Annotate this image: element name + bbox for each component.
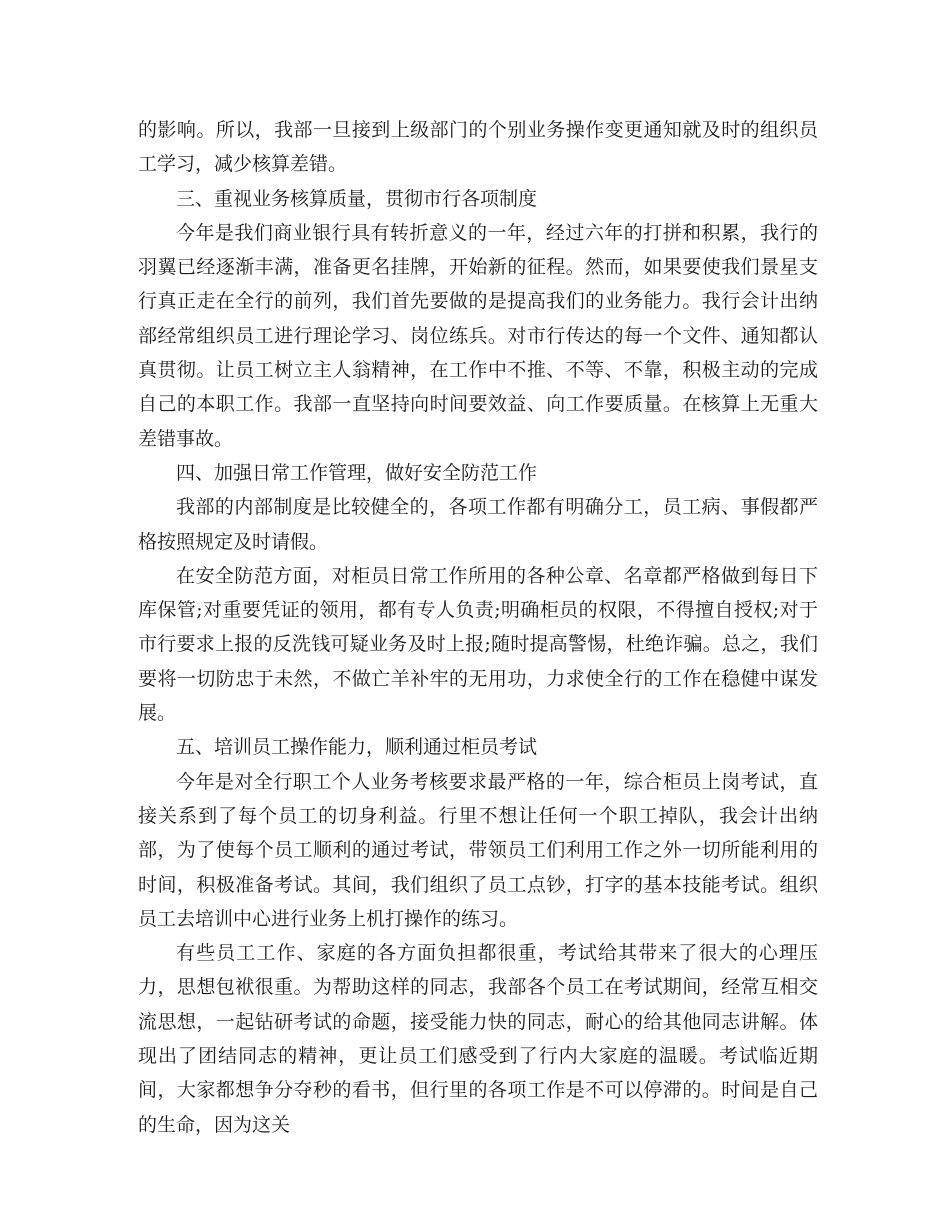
section-heading-5: 五、培训员工操作能力，顺利通过柜员考试 (176, 736, 538, 759)
section-heading-4: 四、加强日常工作管理，做好安全防范工作 (176, 461, 538, 484)
paragraph: 今年是对全行职工个人业务考核要求最严格的一年，综合柜员上岗考试，直接关系到了每个员工的切身利益。行里不想让任何一个职工掉队，我会计出纳部，为了使每个员工顺利的通过考试，带领员工们利用工作之外一切所能利用的时间，积极准备考试。其间，我们组织了员工点钞，打字的基本技能考试。组织员工去培训中心进行业务上机打操作的练习。 (138, 770, 818, 930)
paragraph: 我部的内部制度是比较健全的，各项工作都有明确分工，员工病、事假都严格按照规定及时请假。 (138, 496, 818, 553)
section-heading-3: 三、重视业务核算质量，贯彻市行各项制度 (176, 187, 538, 210)
paragraph: 在安全防范方面，对柜员日常工作所用的各种公章、名章都严格做到每日下库保管;对重要凭证的领用，都有专人负责;明确柜员的权限，不得擅自授权;对于市行要求上报的反洗钱可疑业务及时上报;随时提高警惕，杜绝诈骗。总之，我们要将一切防忠于未然，不做亡羊补牢的无用功，力求使全行的工作在稳健中谋发展。 (138, 564, 818, 725)
paragraph: 今年是我们商业银行具有转折意义的一年，经过六年的打拼和积累，我行的羽翼已经逐渐丰满，准备更名挂牌，开始新的征程。然而，如果要使我们景星支行真正走在全行的前列，我们首先要做的是提高我们的业务能力。我行会计出纳部经常组织员工进行理论学习、岗位练兵。对市行传达的每一个文件、通知都认真贯彻。让员工树立主人翁精神，在工作中不推、不等、不靠，积极主动的完成自己的本职工作。我部一直坚持向时间要效益、向工作要质量。在核算上无重大差错事故。 (138, 221, 818, 450)
paragraph: 有些员工工作、家庭的各方面负担都很重，考试给其带来了很大的心理压力，思想包袱很重。为帮助这样的同志，我部各个员工在考试期间，经常互相交流思想，一起钻研考试的命题，接受能力快的同志，耐心的给其他同志讲解。体现出了团结同志的精神，更让员工们感受到了行内大家庭的温暖。考试临近期间，大家都想争分夺秒的看书，但行里的各项工作是不可以停滞的。时间是自己的生命，因为这关 (138, 942, 818, 1136)
document-body (138, 113, 818, 1142)
paragraph-continuation: 的影响。所以，我部一旦接到上级部门的个别业务操作变更通知就及时的组织员工学习，减少核算差错。 (138, 119, 818, 176)
